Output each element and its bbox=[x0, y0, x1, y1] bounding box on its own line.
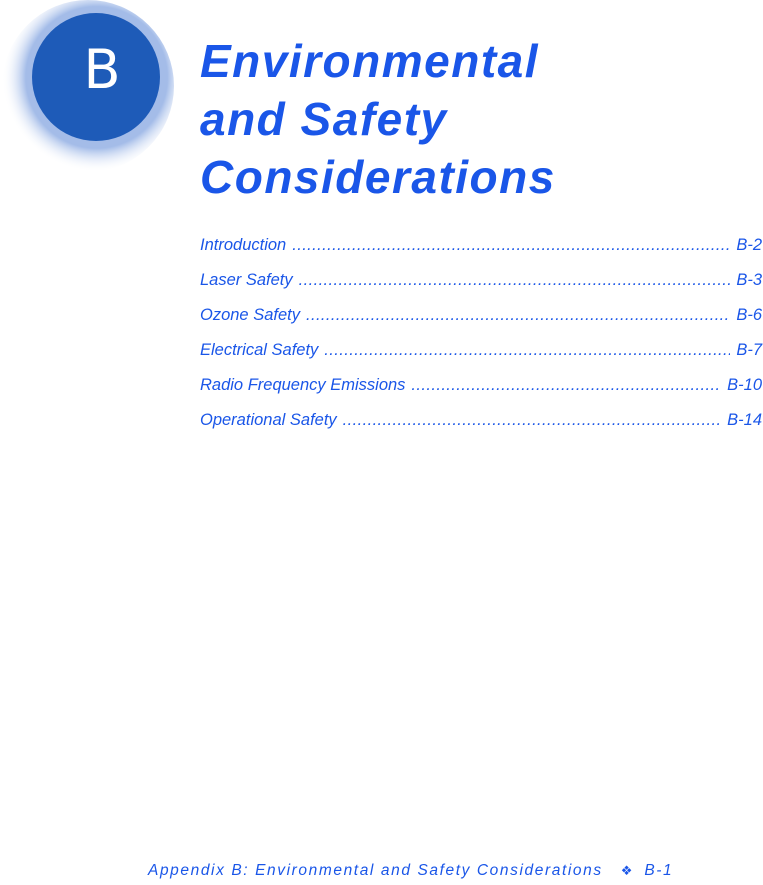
toc-entry-title: Electrical Safety bbox=[200, 341, 319, 359]
toc-dot-leader bbox=[324, 341, 730, 360]
toc-entry-operational-safety[interactable] bbox=[200, 411, 762, 446]
toc-entry-page: B-14 bbox=[727, 411, 762, 429]
chapter-title-line: and Safety bbox=[200, 93, 448, 145]
toc-dot-leader bbox=[292, 236, 730, 255]
toc-dot-leader bbox=[343, 411, 721, 430]
chapter-title-line: Environmental bbox=[200, 35, 540, 87]
chapter-title-line: Considerations bbox=[200, 151, 556, 203]
table-of-contents bbox=[200, 236, 762, 446]
toc-entry-introduction[interactable] bbox=[200, 236, 762, 271]
footer-text: Appendix B: Environmental and Safety Considerations bbox=[148, 862, 603, 879]
toc-entry-laser-safety[interactable] bbox=[200, 271, 762, 306]
toc-entry-title: Ozone Safety bbox=[200, 306, 300, 324]
toc-dot-leader bbox=[411, 376, 721, 395]
toc-entry-page: B-7 bbox=[736, 341, 762, 359]
toc-entry-title: Radio Frequency Emissions bbox=[200, 376, 406, 394]
toc-entry-electrical-safety[interactable] bbox=[200, 341, 762, 376]
toc-dot-leader bbox=[306, 306, 730, 325]
diamond-separator-icon: ❖ bbox=[620, 863, 633, 878]
footer-page-number: B-1 bbox=[644, 862, 674, 879]
toc-entry-page: B-6 bbox=[736, 306, 762, 324]
toc-entry-page: B-10 bbox=[727, 376, 762, 394]
toc-entry-page: B-2 bbox=[736, 236, 762, 254]
toc-entry-title: Operational Safety bbox=[200, 411, 337, 429]
chapter-badge bbox=[0, 0, 175, 175]
chapter-letter: B bbox=[83, 38, 121, 101]
toc-dot-leader bbox=[299, 271, 731, 290]
toc-entry-radio-frequency-emissions[interactable] bbox=[200, 376, 762, 411]
toc-entry-page: B-3 bbox=[736, 271, 762, 289]
toc-entry-ozone-safety[interactable] bbox=[200, 306, 762, 341]
toc-entry-title: Introduction bbox=[200, 236, 287, 254]
toc-entry-title: Laser Safety bbox=[200, 271, 293, 289]
page-footer bbox=[148, 862, 673, 880]
chapter-title bbox=[200, 32, 556, 206]
